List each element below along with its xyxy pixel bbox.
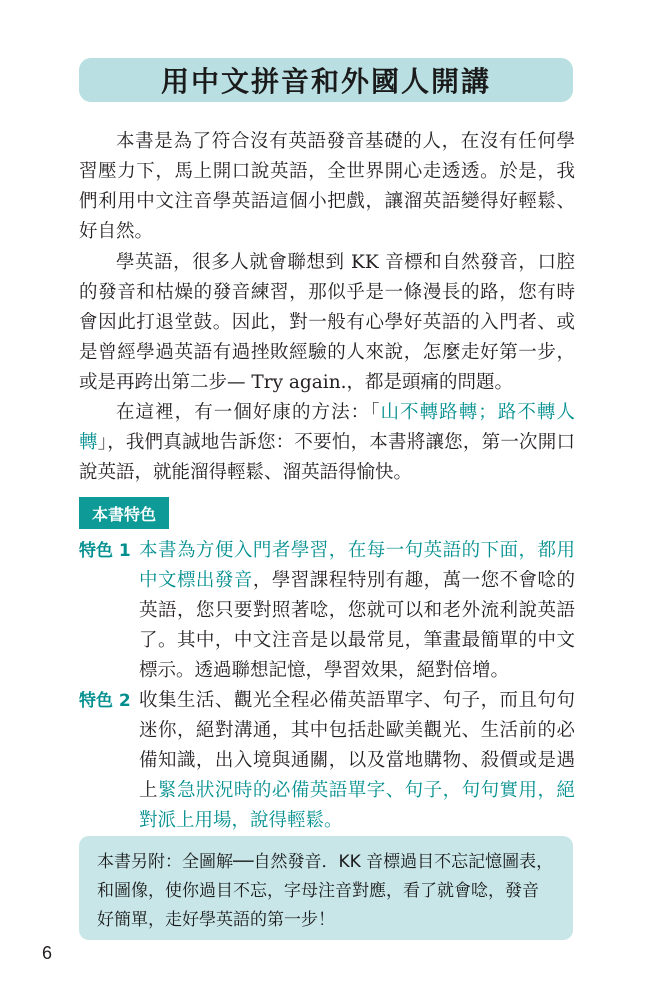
feature-2-text: 收集生活、觀光全程必備英語單字、句子，而且句句迷你，絕對溝通，其中包括赴歐美觀光、生活前的必備知識，出入境與通關，以及當地購物、殺價或是遇上 [139, 690, 575, 801]
note-text: 本書另附：全圖解──自然發音．KK 音標過目不忘記憶圖表，和圖像，使你過目不忘，字母注音對應，看了就會唸，發音好簡單，走好學英語的第一步！ [97, 852, 554, 930]
feature-body-1 [139, 536, 575, 686]
intro-paragraph-1: 本書是為了符合沒有英語發音基礎的人，在沒有任何學習壓力下，馬上開口說英語，全世界開心走透透。於是，我們利用中文注音學英語這個小把戲，讓溜英語變得好輕鬆、好自然。 [79, 131, 575, 242]
intro-paragraph-3 [79, 398, 575, 488]
feature-item-1 [79, 536, 575, 686]
intro-paragraph-3-end: 」，我們真誠地告訴您：不要怕，本書將讓您，第一次開口說英語，就能溜得輕鬆、溜英語得愉快。 [79, 432, 575, 483]
feature-body-2 [139, 686, 575, 836]
intro-paragraph-2: 學英語，很多人就會聯想到 KK 音標和自然發音，口腔的發音和枯燥的發音練習，那似乎是一條漫長的路，您有時會因此打退堂鼓。因此，對一般有心學好英語的入門者、或是曾經學過英語有過挫敗經驗的人來說，怎麼走好第一步，或是再跨出第二步— Try again.，都是頭痛的問題。 [79, 252, 575, 393]
feature-2-highlight: 緊急狀況時的必備英語單字、句子，句句實用，絕對派上用場，說得輕鬆。 [139, 780, 575, 831]
feature-1-highlight: 本書為方便入門者學習，在每一句英語的下面，都用中文標出發音 [139, 540, 575, 591]
intro-highlight-phrase: 山不轉路轉；路不轉人轉 [79, 402, 575, 453]
feature-1-text: ，學習課程特別有趣，萬一您不會唸的英語，您只要對照著唸，您就可以和老外流利說英語了。其中，中文注音是以最常見，筆畫最簡單的中文標示。透過聯想記憶，學習效果，絕對倍增。 [139, 570, 575, 681]
page-number: 6 [42, 943, 53, 963]
intro-paragraph-3-start: 在這裡，有一個好康的方法：「 [116, 402, 381, 423]
page-title: 用中文拼音和外國人開講 [160, 65, 491, 98]
note-box [79, 836, 573, 940]
feature-label-2: 特色 2 [79, 691, 131, 711]
feature-label-1: 特色 1 [79, 541, 131, 561]
title-banner [79, 58, 573, 102]
feature-item-2 [79, 686, 575, 836]
features-tag: 本書特色 [79, 497, 169, 529]
